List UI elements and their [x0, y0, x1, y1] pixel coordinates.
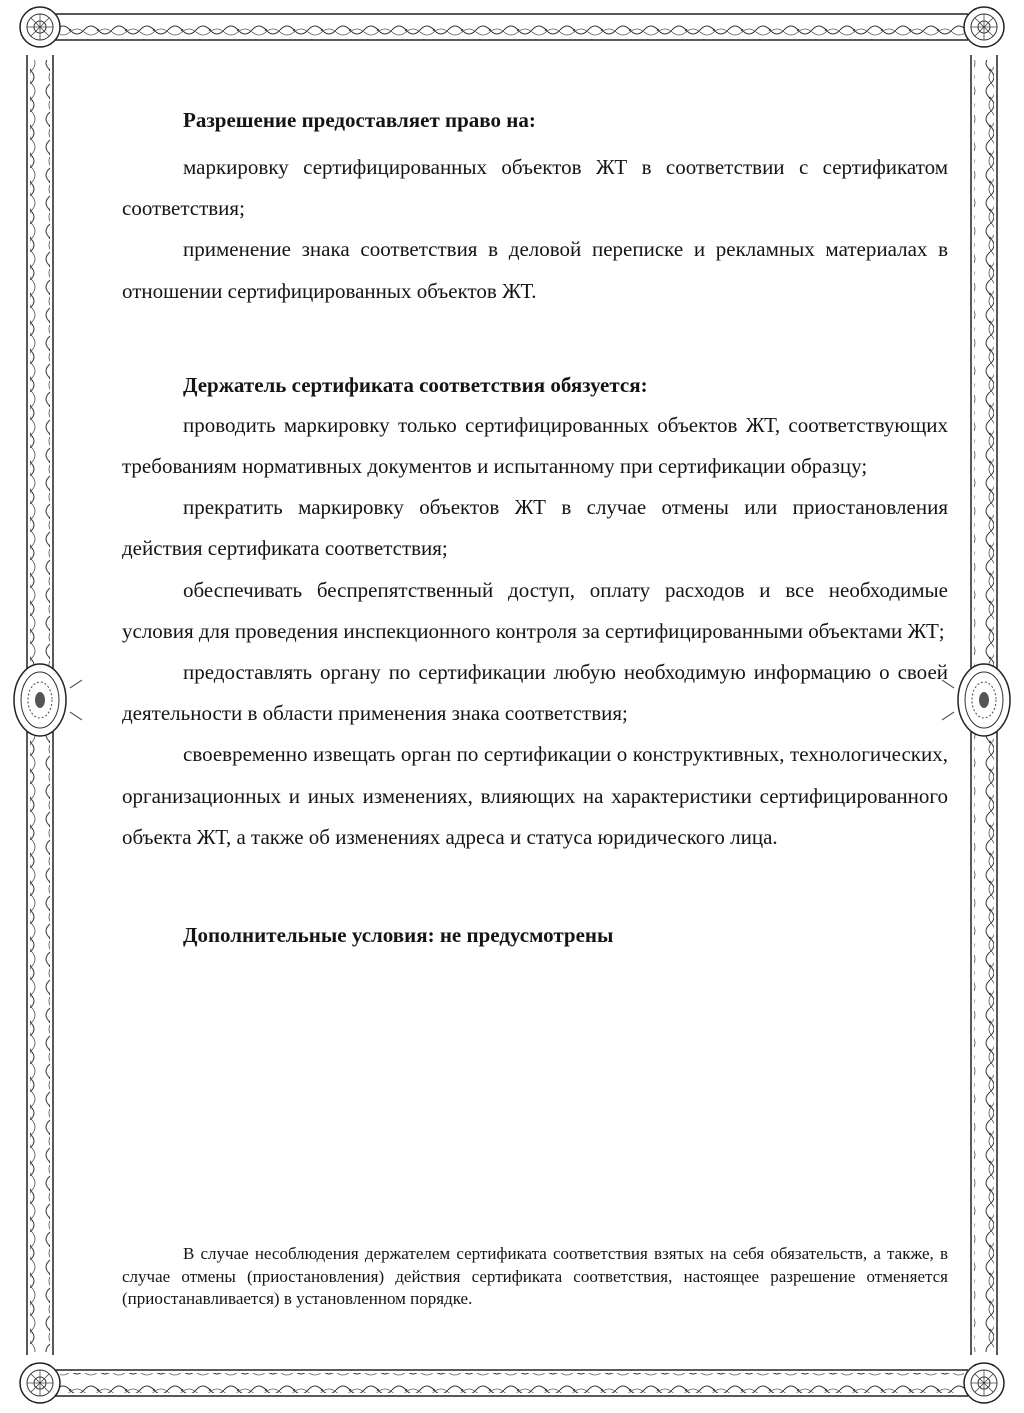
- corner-rosette-top-right: [964, 7, 1004, 47]
- document-body: [122, 105, 948, 950]
- corner-rosette-bottom-left: [20, 1363, 60, 1403]
- obligation-item-notify-changes: своевременно извещать орган по сертификации о конструктивных, технологических, организационных и иных изменениях, влияющих на характеристики сертифицированного объекта ЖТ, а также об изменениях адреса и статуса юридического лица.: [122, 742, 948, 849]
- frame-top-border: [55, 14, 968, 40]
- obligations-list: [122, 405, 948, 858]
- corner-rosette-bottom-right: [964, 1363, 1004, 1403]
- permission-list: [122, 147, 948, 312]
- permission-item-sign-usage: применение знака соответствия в деловой переписке и рекламных материалах в отношении сертифицированных объектов ЖТ.: [122, 237, 948, 303]
- obligation-item-access: обеспечивать беспрепятственный доступ, оплату расходов и все необходимые условия для проведения инспекционного контроля за сертифицированными объектами ЖТ;: [122, 577, 948, 643]
- frame-bottom-border: [55, 1370, 968, 1396]
- corner-rosette-top-left: [20, 7, 60, 47]
- obligation-item-marking: проводить маркировку только сертифицированных объектов ЖТ, соответствующих требованиям нормативных документов и испытанному при сертификации образцу;: [122, 412, 948, 479]
- obligation-item-stop-marking: прекратить маркировку объектов ЖТ в случае отмены или приостановления действия сертификата соответствия;: [122, 495, 948, 561]
- side-medallion-left: [14, 664, 82, 736]
- footer-note: В случае несоблюдения держателем сертификата соответствия взятых на себя обязательств, а также, в случае отмены (приостановления) действия сертификата соответствия, настоящее разрешение отменяется (приостанавливается) в установленном порядке.: [122, 1244, 948, 1308]
- obligations-heading: Держатель сертификата соответствия обязуется:: [183, 372, 648, 397]
- permission-heading: Разрешение предоставляет право на:: [183, 108, 536, 132]
- permission-item-marking: маркировку сертифицированных объектов ЖТ в соответствии с сертификатом соответствия;: [122, 155, 948, 221]
- additional-conditions-heading: Дополнительные условия: не предусмотрены: [183, 923, 614, 948]
- obligation-item-information: предоставлять органу по сертификации любую необходимую информацию о своей деятельности в области применения знака соответствия;: [122, 660, 948, 726]
- side-medallion-right: [942, 664, 1010, 736]
